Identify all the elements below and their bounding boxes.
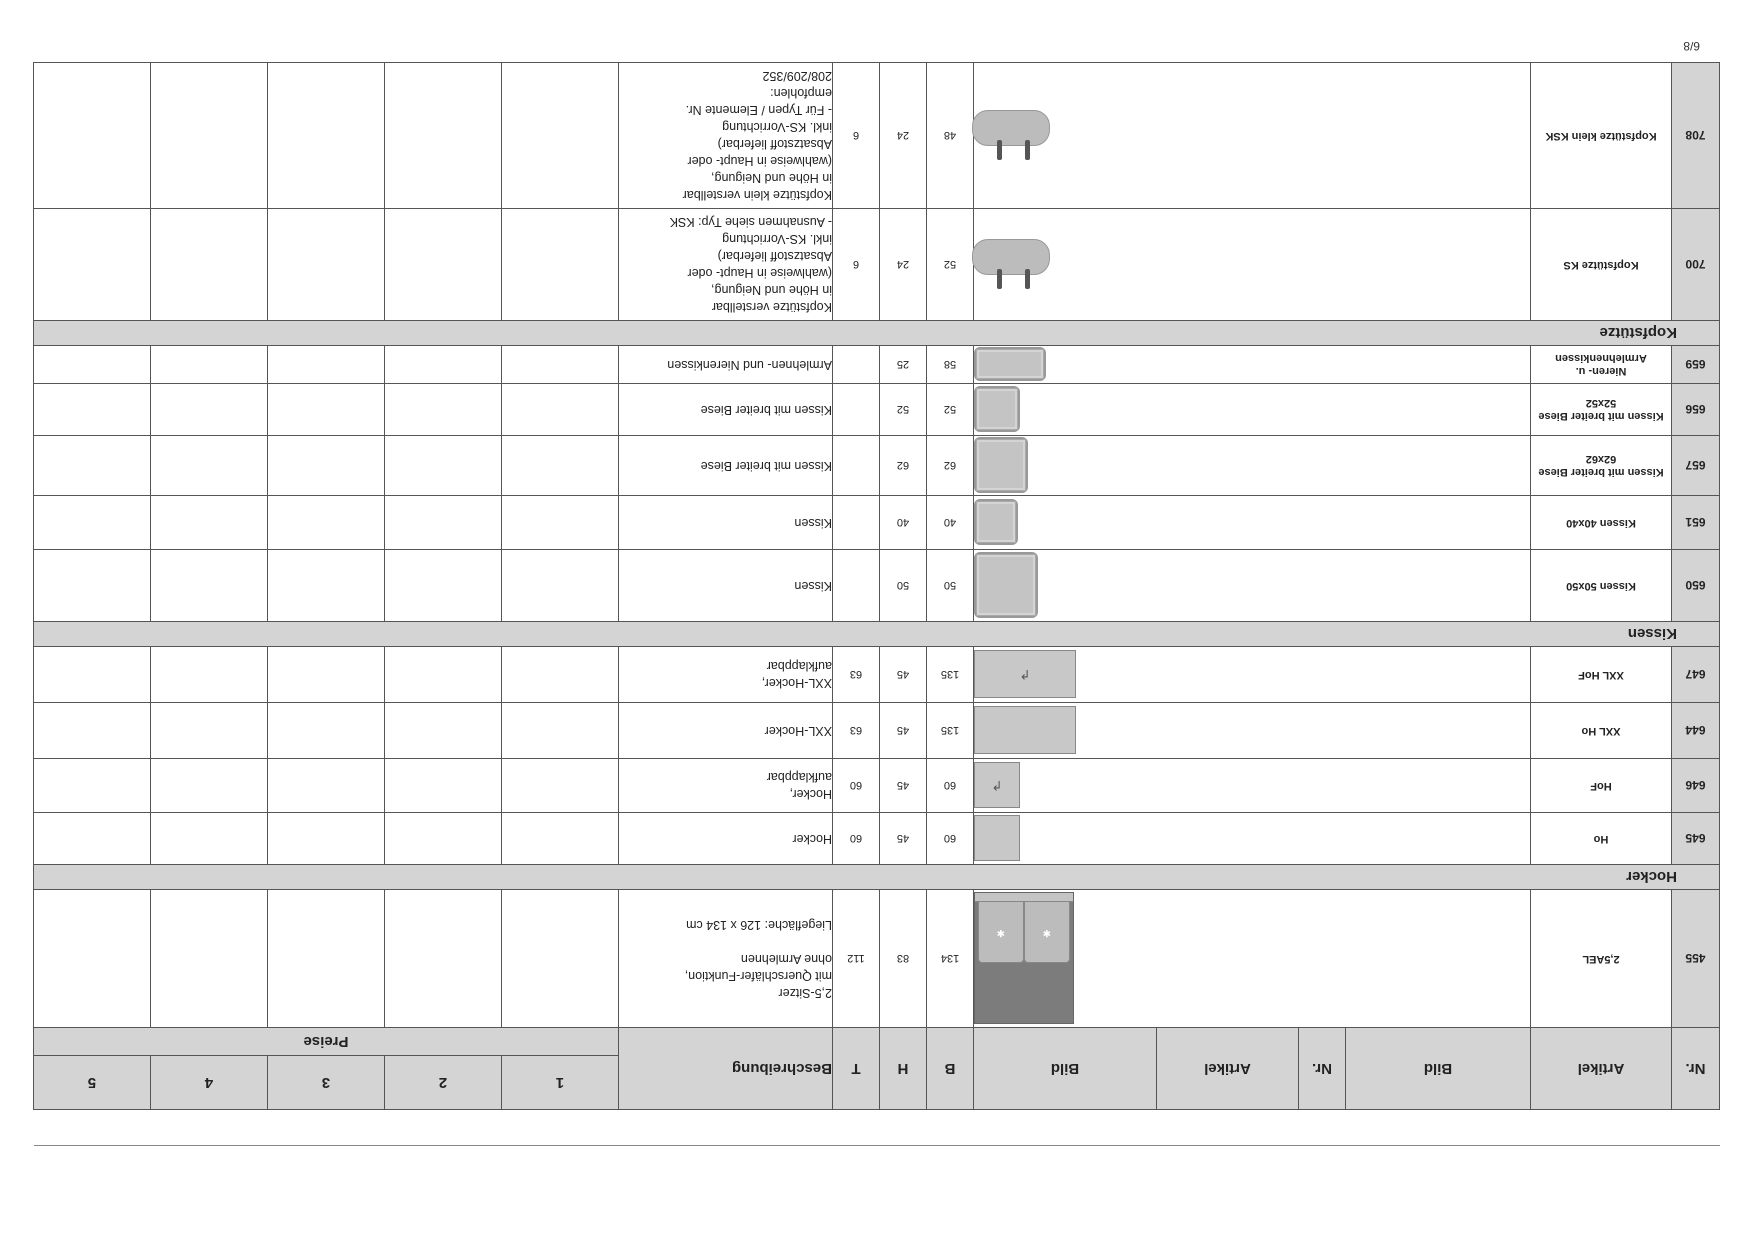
desc-line: 208/209/352 <box>762 69 832 84</box>
price-cell-1 <box>502 890 619 1028</box>
desc-line: in Höhe und Neigung, <box>711 171 832 186</box>
price-cell-4 <box>151 813 268 865</box>
price-cell-5 <box>34 346 151 384</box>
item-t: 6 <box>833 63 880 209</box>
item-nr: 455 <box>1672 890 1720 1028</box>
item-t: 112 <box>833 890 880 1028</box>
table-row <box>34 209 1720 321</box>
price-cell-1 <box>502 496 619 550</box>
price-cell-1 <box>502 813 619 865</box>
price-cell-5 <box>34 890 151 1028</box>
item-nr: 708 <box>1672 63 1720 209</box>
item-beschreibung <box>619 890 833 1028</box>
item-bild <box>974 63 1531 209</box>
header-price-5: 5 <box>34 1056 151 1110</box>
price-cell-2 <box>385 63 502 209</box>
header-beschreibung: Beschreibung <box>619 1028 833 1110</box>
item-b: 52 <box>927 384 974 436</box>
item-b: 52 <box>927 209 974 321</box>
pillow-image <box>974 438 1028 494</box>
item-artikel: XXL Ho <box>1531 703 1672 759</box>
page-number: 6/8 <box>1683 39 1700 53</box>
price-cell-1 <box>502 647 619 703</box>
item-bild <box>974 436 1531 496</box>
item-h: 25 <box>880 346 927 384</box>
price-cell-3 <box>268 813 385 865</box>
table-row <box>34 759 1720 813</box>
price-cell-1 <box>502 550 619 622</box>
price-cell-2 <box>385 647 502 703</box>
price-cell-4 <box>151 496 268 550</box>
footer-rule <box>34 1145 1720 1146</box>
hocker-fold-image: ↱ <box>974 763 1020 809</box>
desc-line: inkl. KS-Vorrichtung <box>722 232 832 247</box>
item-b: 135 <box>927 703 974 759</box>
table-row <box>34 890 1720 1028</box>
desc-line: in Höhe und Neigung, <box>711 283 832 298</box>
item-beschreibung <box>619 209 833 321</box>
desc-line: ohne Armlehnen <box>740 952 832 966</box>
desc-line: - Ausnahmen siehe Typ: KSK <box>669 215 832 230</box>
desc-line: Kissen <box>794 516 832 530</box>
price-cell-2 <box>385 346 502 384</box>
price-cell-3 <box>268 550 385 622</box>
item-artikel: Kissen mit breiter Biese 52x52 <box>1531 384 1672 436</box>
item-t <box>833 346 880 384</box>
item-nr: 650 <box>1672 550 1720 622</box>
item-artikel: 2,5AEL <box>1531 890 1672 1028</box>
price-cell-5 <box>34 63 151 209</box>
item-artikel: Nieren- u. Armlehnenkissen <box>1531 346 1672 384</box>
price-cell-3 <box>268 209 385 321</box>
table-row <box>34 496 1720 550</box>
hocker-fold-image: ↱ <box>974 651 1076 699</box>
price-cell-4 <box>151 550 268 622</box>
price-cell-5 <box>34 703 151 759</box>
price-cell-1 <box>502 346 619 384</box>
price-cell-2 <box>385 890 502 1028</box>
desc-line: Kopfstütze klein verstellbar <box>682 188 832 203</box>
section-hocker <box>34 865 1720 890</box>
item-nr: 644 <box>1672 703 1720 759</box>
item-beschreibung <box>619 647 833 703</box>
item-beschreibung <box>619 550 833 622</box>
desc-line: aufklappbar <box>766 770 832 785</box>
item-t: 60 <box>833 759 880 813</box>
price-cell-1 <box>502 703 619 759</box>
pillow-image <box>974 553 1038 619</box>
header-nr: Nr. <box>1672 1028 1720 1110</box>
price-cell-5 <box>34 384 151 436</box>
price-cell-4 <box>151 346 268 384</box>
item-nr: 645 <box>1672 813 1720 865</box>
pillow-image <box>974 500 1018 546</box>
price-cell-1 <box>502 759 619 813</box>
item-h: 40 <box>880 496 927 550</box>
item-beschreibung <box>619 759 833 813</box>
price-cell-2 <box>385 703 502 759</box>
item-bild <box>974 346 1531 384</box>
desc-line <box>619 933 832 950</box>
desc-line: - Für Typen / Elemente Nr. <box>685 103 832 118</box>
item-h: 45 <box>880 813 927 865</box>
desc-line: empfohlen: <box>770 86 832 101</box>
price-cell-4 <box>151 759 268 813</box>
item-b: 48 <box>927 63 974 209</box>
price-table-container <box>34 62 1720 1110</box>
item-b: 134 <box>927 890 974 1028</box>
price-cell-4 <box>151 890 268 1028</box>
price-cell-5 <box>34 759 151 813</box>
item-bild <box>974 813 1531 865</box>
item-nr: 646 <box>1672 759 1720 813</box>
table-row <box>34 813 1720 865</box>
price-cell-4 <box>151 436 268 496</box>
price-cell-1 <box>502 436 619 496</box>
hocker-image <box>974 816 1020 862</box>
item-artikel: HoF <box>1531 759 1672 813</box>
item-t: 6 <box>833 209 880 321</box>
header-nr-2: Nr. <box>1299 1028 1346 1110</box>
table-row <box>34 647 1720 703</box>
item-bild <box>974 384 1531 436</box>
item-t <box>833 550 880 622</box>
price-cell-2 <box>385 384 502 436</box>
item-bild <box>974 496 1531 550</box>
item-nr: 651 <box>1672 496 1720 550</box>
headrest-image <box>974 111 1050 161</box>
item-b: 50 <box>927 550 974 622</box>
item-artikel: XXL HoF <box>1531 647 1672 703</box>
item-h: 62 <box>880 436 927 496</box>
price-cell-3 <box>268 384 385 436</box>
price-cell-2 <box>385 813 502 865</box>
price-cell-1 <box>502 63 619 209</box>
price-table <box>33 62 1720 1110</box>
price-cell-3 <box>268 63 385 209</box>
item-beschreibung <box>619 436 833 496</box>
desc-line: mit Querschläfer-Funktion, <box>684 969 832 983</box>
header-artikel-2: Artikel <box>1157 1028 1299 1110</box>
item-beschreibung <box>619 346 833 384</box>
price-cell-5 <box>34 813 151 865</box>
section-kopfstuetze <box>34 321 1720 346</box>
price-cell-5 <box>34 209 151 321</box>
desc-line: Kissen mit breiter Biese <box>700 403 832 417</box>
price-cell-2 <box>385 550 502 622</box>
desc-line: aufklappbar <box>766 659 832 674</box>
desc-line: XXL-Hocker, <box>761 676 832 691</box>
item-artikel: Kissen 40x40 <box>1531 496 1672 550</box>
price-cell-3 <box>268 346 385 384</box>
item-nr: 657 <box>1672 436 1720 496</box>
item-h: 24 <box>880 209 927 321</box>
desc-line: Absatzstoff lieferbar) <box>717 249 832 264</box>
item-h: 45 <box>880 647 927 703</box>
desc-line: (wahlweise in Haupt- oder <box>687 154 832 169</box>
table-row <box>34 346 1720 384</box>
item-beschreibung <box>619 63 833 209</box>
section-hocker-label: Hocker <box>34 865 1720 890</box>
item-h: 45 <box>880 759 927 813</box>
hocker-image <box>974 707 1076 755</box>
desc-line: (wahlweise in Haupt- oder <box>687 266 832 281</box>
desc-line: Kissen <box>794 579 832 593</box>
item-nr: 700 <box>1672 209 1720 321</box>
item-t <box>833 384 880 436</box>
header-artikel: Artikel <box>1531 1028 1672 1110</box>
price-cell-4 <box>151 703 268 759</box>
section-kopfstuetze-label: Kopfstütze <box>34 321 1720 346</box>
item-b: 135 <box>927 647 974 703</box>
item-bild <box>974 550 1531 622</box>
item-beschreibung <box>619 496 833 550</box>
price-cell-1 <box>502 384 619 436</box>
item-artikel: Kissen 50x50 <box>1531 550 1672 622</box>
price-cell-3 <box>268 647 385 703</box>
item-beschreibung <box>619 813 833 865</box>
table-row <box>34 63 1720 209</box>
item-artikel: Ho <box>1531 813 1672 865</box>
item-nr: 656 <box>1672 384 1720 436</box>
desc-line: Absatzstoff lieferbar) <box>717 137 832 152</box>
item-t <box>833 496 880 550</box>
item-bild <box>974 647 1531 703</box>
item-artikel: Kissen mit breiter Biese 62x62 <box>1531 436 1672 496</box>
item-bild <box>974 890 1531 1028</box>
price-cell-5 <box>34 550 151 622</box>
item-nr: 659 <box>1672 346 1720 384</box>
desc-line: 2,5-Sitzer <box>778 986 832 1000</box>
desc-line: Armlehnen- und Nierenkissen <box>667 358 832 372</box>
item-bild <box>974 759 1531 813</box>
price-cell-4 <box>151 63 268 209</box>
table-row <box>34 550 1720 622</box>
item-bild <box>974 209 1531 321</box>
price-cell-1 <box>502 209 619 321</box>
desc-line: XXL-Hocker <box>764 724 832 738</box>
pillow-image <box>974 387 1020 433</box>
price-cell-2 <box>385 436 502 496</box>
item-t <box>833 436 880 496</box>
item-beschreibung <box>619 703 833 759</box>
item-b: 62 <box>927 436 974 496</box>
header-b: B <box>927 1028 974 1110</box>
header-price-2: 2 <box>385 1056 502 1110</box>
price-cell-4 <box>151 209 268 321</box>
price-cell-5 <box>34 647 151 703</box>
table-row <box>34 436 1720 496</box>
item-artikel: Kopfstütze klein KSK <box>1531 63 1672 209</box>
header-preise: Preise <box>34 1028 619 1056</box>
item-bild <box>974 703 1531 759</box>
item-b: 60 <box>927 813 974 865</box>
item-nr: 647 <box>1672 647 1720 703</box>
price-cell-5 <box>34 496 151 550</box>
item-t: 63 <box>833 647 880 703</box>
price-cell-4 <box>151 384 268 436</box>
item-b: 60 <box>927 759 974 813</box>
price-cell-3 <box>268 759 385 813</box>
item-h: 83 <box>880 890 927 1028</box>
table-row <box>34 384 1720 436</box>
price-cell-3 <box>268 703 385 759</box>
pillow-image <box>974 348 1046 382</box>
header-h: H <box>880 1028 927 1110</box>
desc-line: Kissen mit breiter Biese <box>700 459 832 473</box>
header-price-4: 4 <box>151 1056 268 1110</box>
price-cell-4 <box>151 647 268 703</box>
price-cell-3 <box>268 436 385 496</box>
section-kissen <box>34 622 1720 647</box>
item-t: 63 <box>833 703 880 759</box>
header-t: T <box>833 1028 880 1110</box>
item-h: 50 <box>880 550 927 622</box>
price-cell-3 <box>268 890 385 1028</box>
item-b: 58 <box>927 346 974 384</box>
item-h: 45 <box>880 703 927 759</box>
price-cell-2 <box>385 209 502 321</box>
headrest-image <box>974 240 1050 290</box>
item-beschreibung <box>619 384 833 436</box>
header-price-3: 3 <box>268 1056 385 1110</box>
price-cell-3 <box>268 496 385 550</box>
table-row <box>34 703 1720 759</box>
desc-line: inkl. KS-Vorrichtung <box>722 120 832 135</box>
header-price-1: 1 <box>502 1056 619 1110</box>
header-bild-2: Bild <box>974 1028 1157 1110</box>
desc-line: Kopfstütze verstellbar <box>711 300 832 315</box>
desc-line: Hocker <box>792 832 832 846</box>
section-kissen-label: Kissen <box>34 622 1720 647</box>
price-cell-2 <box>385 759 502 813</box>
desc-line: Liegefläche: 126 x 134 cm <box>686 918 832 932</box>
item-h: 24 <box>880 63 927 209</box>
price-cell-2 <box>385 496 502 550</box>
item-t: 60 <box>833 813 880 865</box>
item-b: 40 <box>927 496 974 550</box>
price-cell-5 <box>34 436 151 496</box>
sofa-image: ✱ ✱ <box>974 893 1074 1025</box>
header-bild: Bild <box>1346 1028 1531 1110</box>
item-artikel: Kopfstütze KS <box>1531 209 1672 321</box>
item-h: 52 <box>880 384 927 436</box>
desc-line: Hocker, <box>789 787 832 802</box>
